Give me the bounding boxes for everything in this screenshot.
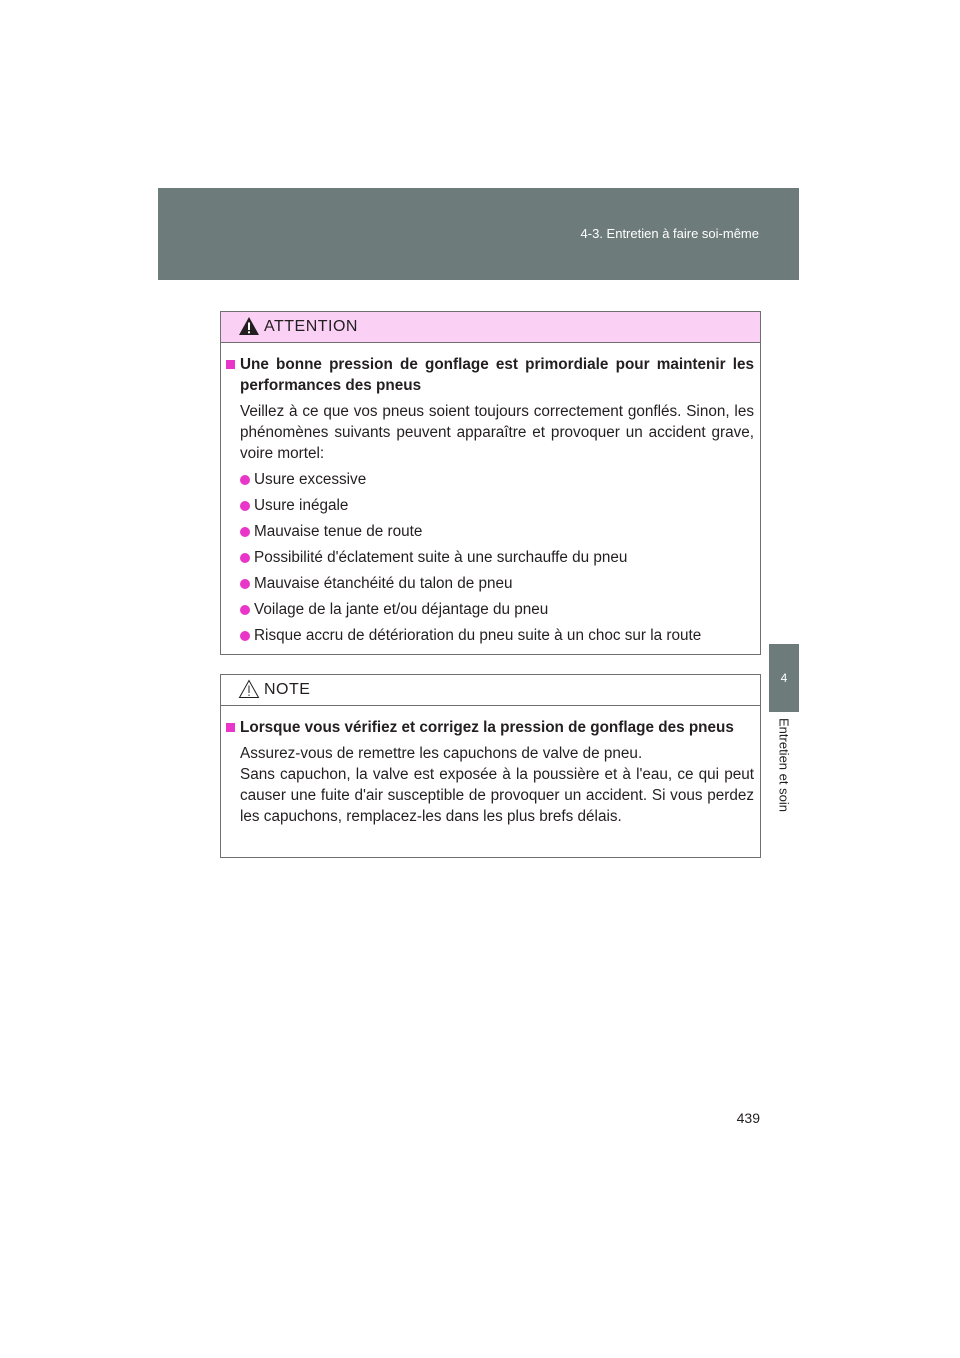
list-item: Usure excessive (240, 469, 754, 490)
square-bullet-icon (226, 723, 235, 732)
circle-bullet-icon (240, 475, 250, 485)
chapter-tab-label-text: Entretien et soin (776, 718, 792, 812)
list-item: Risque accru de détérioration du pneu suite à un choc sur la route (240, 625, 754, 646)
note-header (221, 675, 760, 706)
note-paragraph (240, 743, 754, 827)
chapter-tab-label (769, 712, 799, 852)
attention-body (221, 343, 760, 646)
attention-paragraph: Veillez à ce que vos pneus soient toujours correctement gonflés. Sinon, les phénomènes suivants peuvent apparaître et provoquer un accident grave, voire mortel: (240, 403, 754, 462)
attention-header (221, 312, 760, 343)
note-box (220, 674, 761, 858)
circle-bullet-icon (240, 579, 250, 589)
page-number: 439 (736, 1110, 760, 1126)
circle-bullet-icon (240, 605, 250, 615)
circle-bullet-icon (240, 527, 250, 537)
chapter-tab-number: 4 (769, 644, 799, 712)
warning-filled-icon (238, 316, 260, 336)
note-paragraph-line: Assurez-vous de remettre les capuchons de valve de pneu. (240, 745, 643, 762)
warning-outline-icon (238, 679, 260, 699)
section-title: 4-3. Entretien à faire soi-même (580, 226, 759, 241)
note-body (221, 706, 760, 827)
attention-subheading-text: Une bonne pression de gonflage est primordiale pour maintenir les performances des pneus (240, 356, 754, 394)
attention-box (220, 311, 761, 655)
note-subheading-text: Lorsque vous vérifiez et corrigez la pression de gonflage des pneus (240, 719, 734, 736)
note-paragraph-line: Sans capuchon, la valve est exposée à la poussière et à l'eau, ce qui peut causer une fuite d'air susceptible de provoquer un accident. Si vous perdez les capuchons, remplacez-les dans les plus brefs délais. (240, 766, 754, 825)
attention-title: ATTENTION (264, 318, 358, 335)
note-title: NOTE (264, 681, 311, 698)
attention-bullet-list (240, 469, 754, 646)
list-item: Possibilité d'éclatement suite à une surchauffe du pneu (240, 547, 754, 568)
attention-subheading (226, 354, 754, 396)
list-item: Mauvaise étanchéité du talon de pneu (240, 573, 754, 594)
circle-bullet-icon (240, 553, 250, 563)
list-item: Voilage de la jante et/ou déjantage du pneu (240, 599, 754, 620)
note-subheading (226, 717, 754, 738)
list-item: Mauvaise tenue de route (240, 521, 754, 542)
circle-bullet-icon (240, 501, 250, 511)
list-item: Usure inégale (240, 495, 754, 516)
header-band (158, 188, 799, 280)
circle-bullet-icon (240, 631, 250, 641)
square-bullet-icon (226, 360, 235, 369)
